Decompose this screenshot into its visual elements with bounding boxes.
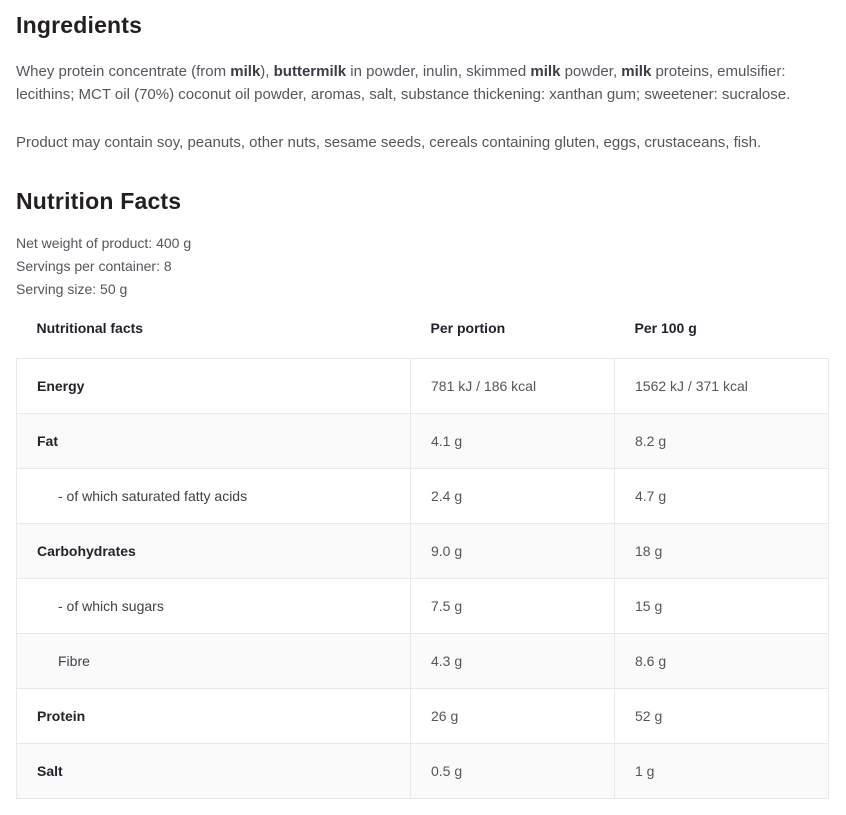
table-row — [17, 579, 829, 634]
nutrient-label: Carbohydrates — [17, 524, 411, 579]
per-portion-value: 781 kJ / 186 kcal — [411, 359, 615, 414]
table-row — [17, 689, 829, 744]
serving-size-line: Serving size: 50 g — [16, 281, 128, 297]
per-portion-value: 26 g — [411, 689, 615, 744]
per-portion-value: 2.4 g — [411, 469, 615, 524]
per-100g-value: 15 g — [615, 579, 829, 634]
per-portion-value: 7.5 g — [411, 579, 615, 634]
net-weight-line: Net weight of product: 400 g — [16, 235, 192, 251]
column-header-per-100g: Per 100 g — [634, 320, 697, 336]
table-row — [17, 744, 829, 799]
table-row — [17, 414, 829, 469]
nutrition-facts-section — [16, 188, 830, 799]
per-100g-value: 1562 kJ / 371 kcal — [615, 359, 829, 414]
nutrient-label: - of which sugars — [17, 579, 411, 634]
nutrition-facts-title: Nutrition Facts — [16, 188, 182, 214]
ingredients-title: Ingredients — [16, 12, 143, 38]
column-header-nutritional-facts: Nutritional facts — [36, 320, 144, 336]
per-100g-value: 4.7 g — [615, 469, 829, 524]
column-header-per-portion: Per portion — [430, 320, 506, 336]
nutrient-label: Fibre — [17, 634, 411, 689]
nutrition-table-body — [17, 359, 829, 799]
nutrient-label: Salt — [17, 744, 411, 799]
ingredients-text: Whey protein concentrate (from milk), buttermilk in powder, inulin, skimmed milk powder, milk proteins, emulsifier: lecithins; MCT oil (70%) coconut oil powder, aromas, salt, substance thickening: xanthan gum; sweetener: sucralose. — [16, 63, 791, 103]
table-row — [17, 469, 829, 524]
table-row — [17, 524, 829, 579]
table-row — [17, 359, 829, 414]
table-row — [17, 634, 829, 689]
nutrient-label: Energy — [17, 359, 411, 414]
per-100g-value: 1 g — [615, 744, 829, 799]
ingredients-section — [16, 12, 830, 154]
per-100g-value: 8.6 g — [615, 634, 829, 689]
nutrient-label: - of which saturated fatty acids — [17, 469, 411, 524]
nutrition-table — [16, 320, 829, 799]
per-portion-value: 9.0 g — [411, 524, 615, 579]
per-100g-value: 52 g — [615, 689, 829, 744]
per-portion-value: 4.3 g — [411, 634, 615, 689]
per-100g-value: 8.2 g — [615, 414, 829, 469]
allergen-note: Product may contain soy, peanuts, other nuts, sesame seeds, cereals containing gluten, eggs, crustaceans, fish. — [16, 134, 762, 151]
nutrient-label: Fat — [17, 414, 411, 469]
per-100g-value: 18 g — [615, 524, 829, 579]
servings-per-container-line: Servings per container: 8 — [16, 258, 172, 274]
per-portion-value: 4.1 g — [411, 414, 615, 469]
nutrient-label: Protein — [17, 689, 411, 744]
nutrition-table-header — [17, 320, 829, 359]
per-portion-value: 0.5 g — [411, 744, 615, 799]
